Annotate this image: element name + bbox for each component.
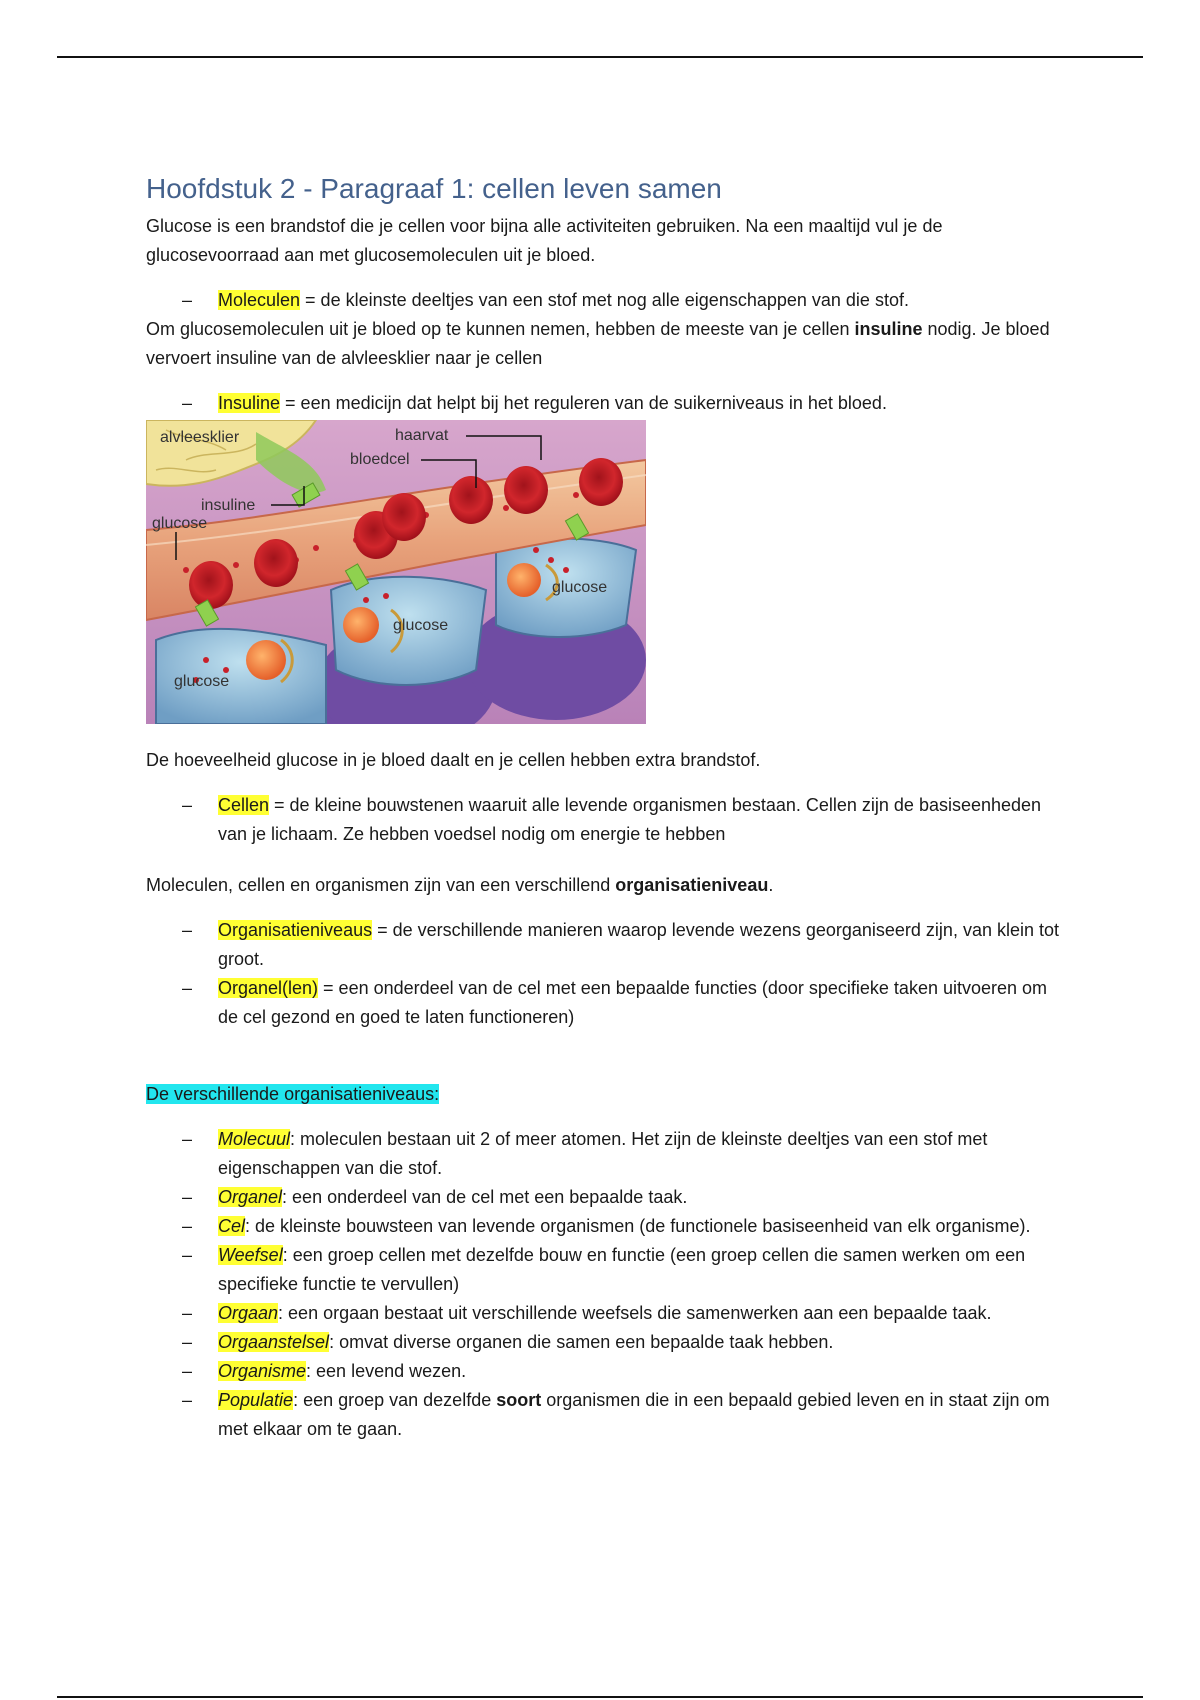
level-weefsel: – Weefsel: een groep cellen met dezelfde bouw en functie (een groep cellen die samen werken om een specifieke functie te vervullen) [182,1245,1026,1294]
label-haarvat: haarvat [395,427,449,444]
definition-list-moleculen [146,286,1066,315]
label-glucose-left: glucose [152,515,208,532]
term-insuline: Insuline [218,393,281,413]
level-populatie: – Populatie: een groep van dezelfde soort organismen die in een bepaald gebied leven en in staat zijn om met elkaar om te gaan. [182,1390,1050,1439]
label-glucose-cell1: glucose [174,673,230,690]
levels-list [146,1125,1066,1444]
insuline-paragraph: Om glucosemoleculen uit je bloed op te kunnen nemen, hebben de meeste van je cellen insuline nodig. Je bloed vervoert insuline van de alvleesklier naar je cellen [146,319,1050,368]
label-glucose-cell2: glucose [393,617,449,634]
definition-list-insuline [146,389,1066,418]
definition-organisatieniveaus: – Organisatieniveaus = de verschillende manieren waarop levende wezens georganiseerd zijn, van klein tot groot. [182,920,1060,969]
paragraph-glucose-daalt: De hoeveelheid glucose in je bloed daalt en je cellen hebben extra brandstof. [146,750,761,770]
level-organisme: – Organisme: een levend wezen. [182,1361,467,1381]
level-molecuul: – Molecuul: moleculen bestaan uit 2 of meer atomen. Het zijn de kleinste deeltjes van een stof met eigenschappen van die stof. [182,1129,988,1178]
definition-organel: – Organel(len) = een onderdeel van de cel met een bepaalde functies (door specifieke taken uitvoeren om de cel gezond en goed te laten functioneren) [182,978,1048,1027]
document-body [146,172,1066,1444]
definition-list-organisatie [146,916,1066,1032]
insulin-glucose-illustration [146,420,646,724]
definition-list-cellen [146,791,1066,849]
illustration-svg [146,420,646,724]
definition-insuline: – Insuline = een medicijn dat helpt bij het reguleren van de suikerniveaus in het bloed. [182,393,887,413]
intro-paragraph: Glucose is een brandstof die je cellen voor bijna alle activiteiten gebruiken. Na een maaltijd vul je de glucosevoorraad aan met glucosemoleculen uit je bloed. [146,216,943,265]
footer-rule [57,1696,1143,1698]
term-organisatieniveaus: Organisatieniveaus [218,920,373,940]
label-glucose-cell3: glucose [552,579,608,596]
term-organel: Organel(len) [218,978,319,998]
level-orgaan: – Orgaan: een orgaan bestaat uit verschillende weefsels die samenwerken aan een bepaalde taak. [182,1303,992,1323]
section-heading: De verschillende organisatieniveaus: [146,1084,440,1104]
paragraph-organisatieniveau: Moleculen, cellen en organismen zijn van een verschillend organisatieniveau. [146,875,774,895]
label-bloedcel: bloedcel [350,451,410,468]
definition-moleculen: – Moleculen = de kleinste deeltjes van een stof met nog alle eigenschappen van die stof. [182,290,909,310]
level-orgaanstelsel: – Orgaanstelsel: omvat diverse organen die samen een bepaalde taak hebben. [182,1332,834,1352]
term-moleculen: Moleculen [218,290,301,310]
label-insuline: insuline [201,497,256,514]
page-title: Hoofdstuk 2 - Paragraaf 1: cellen leven samen [146,173,722,204]
level-cel: – Cel: de kleinste bouwsteen van levende organismen (de functionele basiseenheid van elk organisme). [182,1216,1031,1236]
term-cellen: Cellen [218,795,270,815]
label-alvleesklier: alvleesklier [160,429,240,446]
level-organel: – Organel: een onderdeel van de cel met een bepaalde taak. [182,1187,688,1207]
definition-cellen: – Cellen = de kleine bouwstenen waaruit alle levende organismen bestaan. Cellen zijn de basiseenheden van je lichaam. Ze hebben voedsel nodig om energie te hebben [182,795,1042,844]
header-rule [57,56,1143,58]
